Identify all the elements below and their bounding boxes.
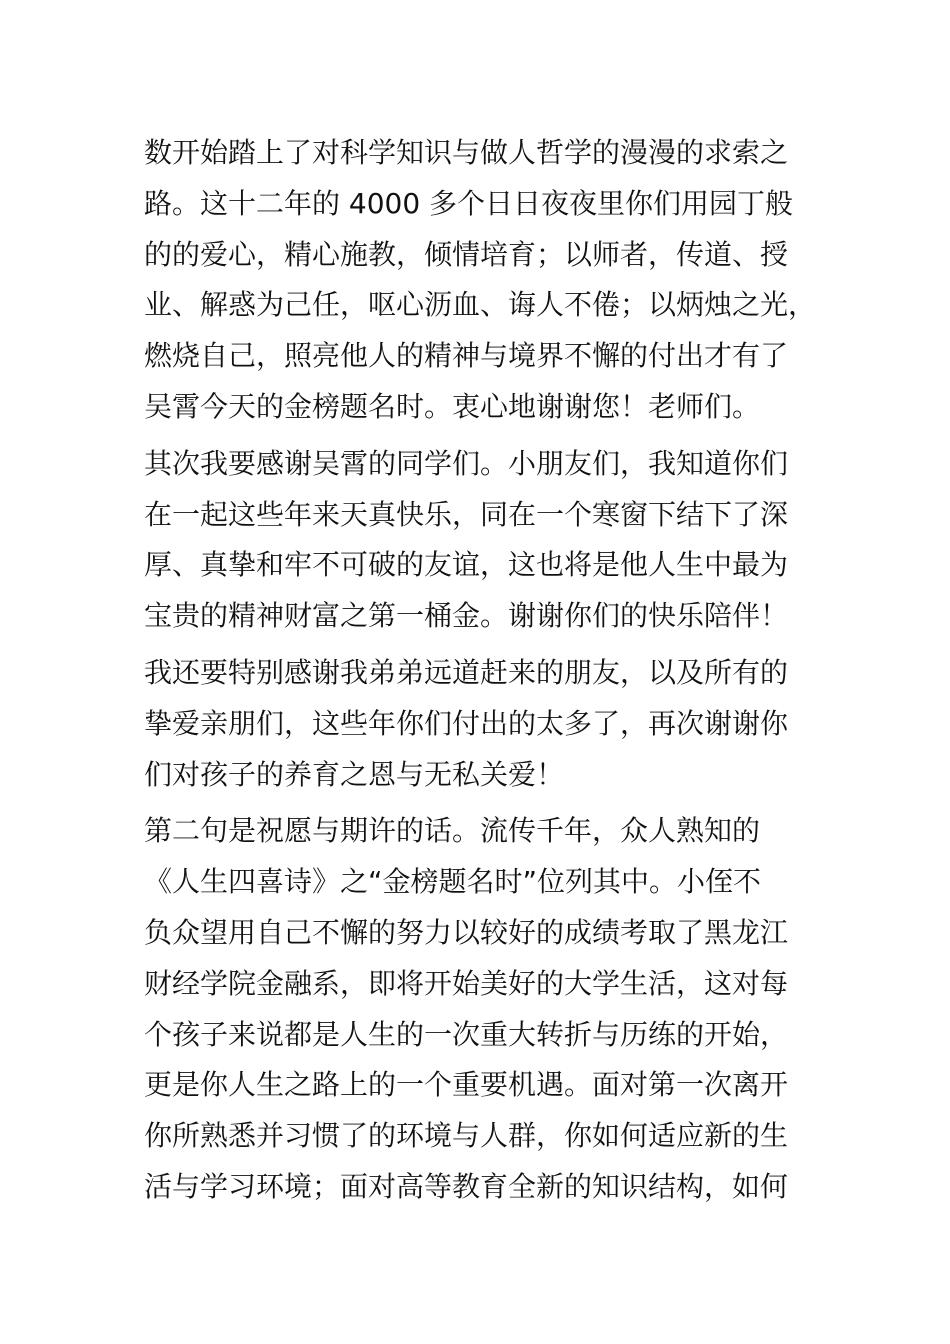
text-line: 路。这十二年的 4000 多个日日夜夜里你们用园丁般 (144, 186, 794, 220)
paragraph-thanks-teachers (144, 128, 816, 433)
text-line: 宝贵的精神财富之第一桶金。谢谢你们的快乐陪伴！ (144, 599, 789, 633)
text-line: 个孩子来说都是人生的一次重大转折与历练的开始， (144, 1017, 789, 1051)
text-line: 活与学习环境；面对高等教育全新的知识结构，如何 (144, 1169, 789, 1203)
text-line: 数开始踏上了对科学知识与做人哲学的漫漫的求索之 (144, 136, 789, 169)
text-line: 挚爱亲朋们，这些年你们付出的太多了，再次谢谢你 (144, 706, 789, 740)
paragraph-thanks-classmates (144, 439, 816, 642)
text-line: 《人生四喜诗》之“金榜题名时”位列其中。小侄不 (144, 865, 762, 899)
paragraph-thanks-friends (144, 648, 816, 800)
text-line: 你所熟悉并习惯了的环境与人群，你如何适应新的生 (144, 1119, 789, 1153)
text-line: 在一起这些年来天真快乐，同在一个寒窗下结下了深 (144, 497, 789, 531)
paragraph-wishes (144, 806, 816, 1212)
text-line: 燃烧自己，照亮他人的精神与境界不懈的付出才有了 (144, 339, 789, 373)
text-line: 更是你人生之路上的一个重要机遇。面对第一次离开 (144, 1068, 789, 1102)
text-line: 负众望用自己不懈的努力以较好的成绩考取了黑龙江 (144, 915, 789, 949)
text-line: 其次我要感谢吴霄的同学们。小朋友们，我知道你们 (144, 446, 789, 480)
text-line: 业、解惑为己任，呕心沥血、诲人不倦；以炳烛之光， (144, 288, 817, 322)
text-line: 们对孩子的养育之恩与无私关爱！ (144, 757, 565, 791)
text-line: 第二句是祝愿与期许的话。流传千年，众人熟知的 (144, 814, 761, 848)
text-line: 财经学院金融系，即将开始美好的大学生活，这对每 (144, 966, 789, 1000)
text-line: 厚、真挚和牢不可破的友谊，这也将是他人生中最为 (144, 548, 789, 582)
document-body (144, 128, 816, 1219)
text-line: 吴霄今天的金榜题名时。衷心地谢谢您！老师们。 (144, 389, 761, 423)
text-line: 的的爱心，精心施教，倾情培育；以师者，传道、授 (144, 237, 789, 271)
text-line: 我还要特别感谢我弟弟远道赶来的朋友，以及所有的 (144, 655, 789, 689)
